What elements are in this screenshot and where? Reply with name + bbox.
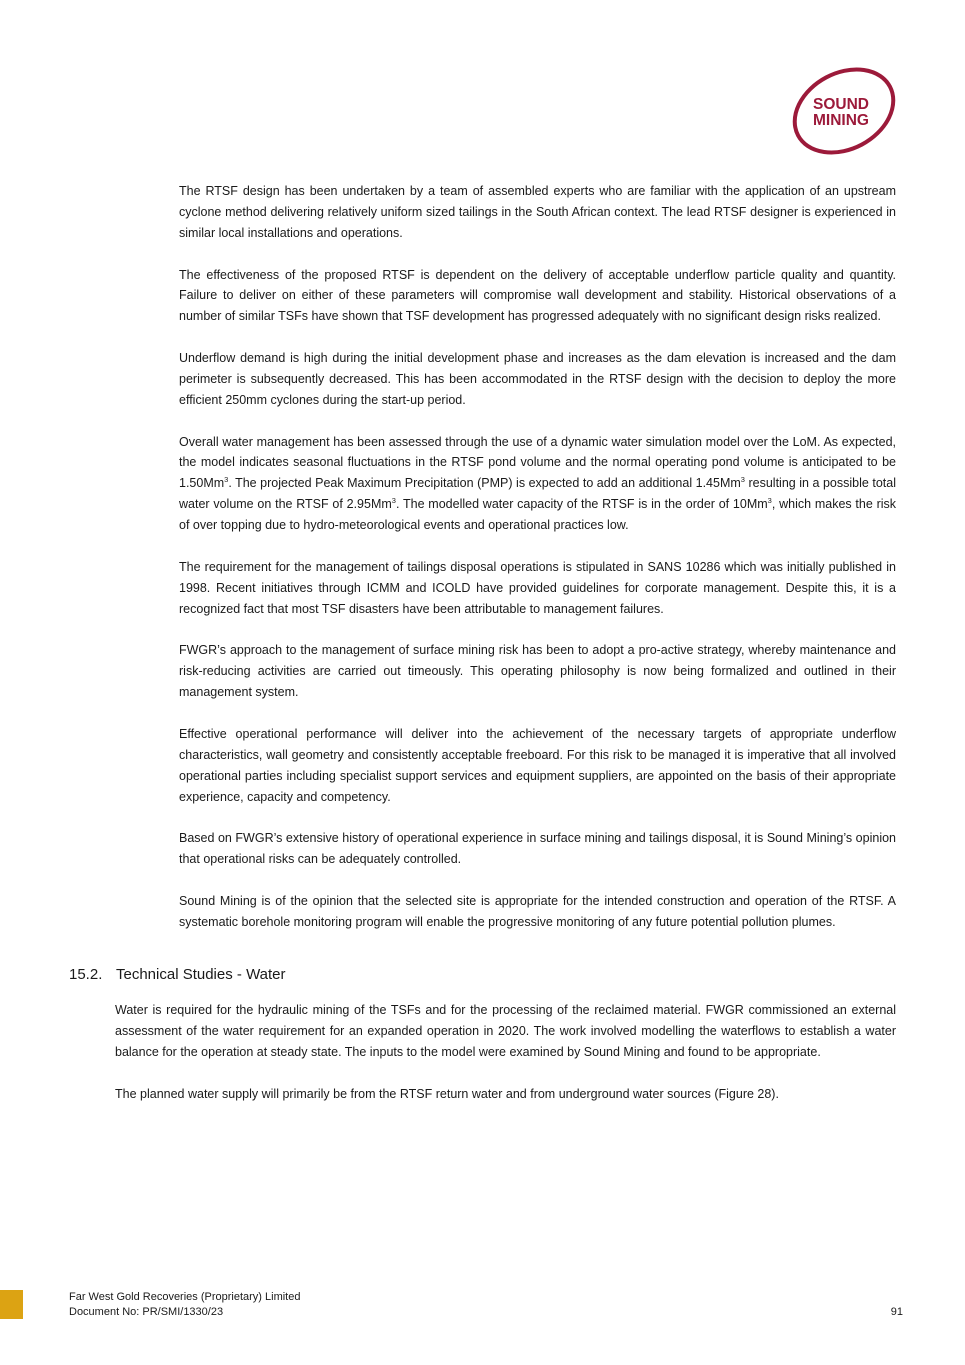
paragraph-water-requirement: Water is required for the hydraulic mining of the TSFs and for the processing of the reclaimed material. FWGR commissioned an external assessment of the water requirement for an expanded operation in 2020. The work involved modelling the waterflows to establish a water balance for the operation at steady state. The inputs to the model were examined by Sound Mining and found to be appropriate.: [115, 1003, 896, 1059]
paragraph-underflow-demand: Underflow demand is high during the initial development phase and increases as the dam elevation is increased and the dam perimeter is subsequently decreased. This has been accommodated in the RTSF design with the decision to deploy the more efficient 250mm cyclones during the start-up period.: [179, 351, 896, 407]
page-number: 91: [890, 1306, 903, 1318]
sound-mining-logo: [785, 64, 903, 158]
footer-accent-bar: [0, 1290, 23, 1319]
main-content: [179, 181, 896, 954]
section-heading: [69, 964, 896, 986]
footer-info: [69, 1290, 300, 1320]
paragraph-fwgr-approach: FWGR’s approach to the management of surface mining risk has been to adopt a pro-active strategy, whereby maintenance and risk-reducing activities are carried out timeously. This operating philosophy is now being formalized and outlined in their management system.: [179, 643, 896, 700]
logo-line-sound: SOUND: [813, 96, 869, 113]
footer-document-number: Document No: PR/SMI/1330/23: [69, 1306, 224, 1318]
paragraph-rtsf-design: The RTSF design has been undertaken by a team of assembled experts who are familiar with the application of an upstream cyclone method delivering relatively uniform sized tailings in the South African context. The lead RTSF designer is experienced in similar local installations and operations.: [179, 184, 896, 240]
section-number: 15.2.: [69, 966, 103, 983]
section-title: Technical Studies - Water: [116, 966, 286, 983]
section-technical-studies-water: [69, 964, 896, 1125]
paragraph-sans-10286: The requirement for the management of tailings disposal operations is stipulated in SANS 10286 which was initially published in 1998. Recent initiatives through ICMM and ICOLD have provided guidelines for corporate management. Despite this, it is a recognized fact that most TSF disasters have been attributable to management failures.: [179, 559, 896, 616]
paragraph-operational-risks: Based on FWGR’s extensive history of operational experience in surface mining and tailings disposal, it is Sound Mining’s opinion that operational risks can be adequately controlled.: [179, 831, 896, 867]
paragraph-site-appropriate: Sound Mining is of the opinion that the selected site is appropriate for the intended construction and operation of the RTSF. A systematic borehole monitoring program will enable the progressive monitoring of any future potential pollution plumes.: [179, 893, 896, 929]
paragraph-water-management: Overall water management has been assessed through the use of a dynamic water simulation model over the LoM. As expected, the model indicates seasonal fluctuations in the RTSF pond volume and the normal operating pond volume is anticipated to be 1.50Mm$^3$. The projected Peak Maximum Precipitation (PMP) is expected to add an additional 1.45Mm$^3$ resulting in a possible total water volume on the RTSF of 2.95Mm$^3$. The modelled water capacity of the RTSF is in the order of 10Mm$^3$, which makes the risk of over topping due to hydro-meteorological events and operational practices low.: [179, 434, 897, 533]
paragraph-water-supply: The planned water supply will primarily be from the RTSF return water and from underground water sources (Figure 28).: [115, 1086, 779, 1101]
paragraph-operational-performance: Effective operational performance will deliver into the achievement of the necessary targets of appropriate underflow characteristics, wall geometry and consistently acceptable freeboard. For this risk to be managed it is imperative that all involved operational parties including specialist support services and equipment suppliers, are appointed on the basis of their appropriate experience, capacity and competency.: [179, 726, 896, 804]
footer-company: Far West Gold Recoveries (Proprietary) Limited: [69, 1291, 301, 1303]
logo-line-mining: MINING: [813, 112, 869, 129]
paragraph-rtsf-effectiveness: The effectiveness of the proposed RTSF is dependent on the delivery of acceptable underflow particle quality and quantity. Failure to deliver on either of these parameters will compromise wall development and stability. Historical observations of a number of similar TSFs have shown that TSF development has progressed adequately with no significant design risks realized.: [179, 267, 896, 324]
